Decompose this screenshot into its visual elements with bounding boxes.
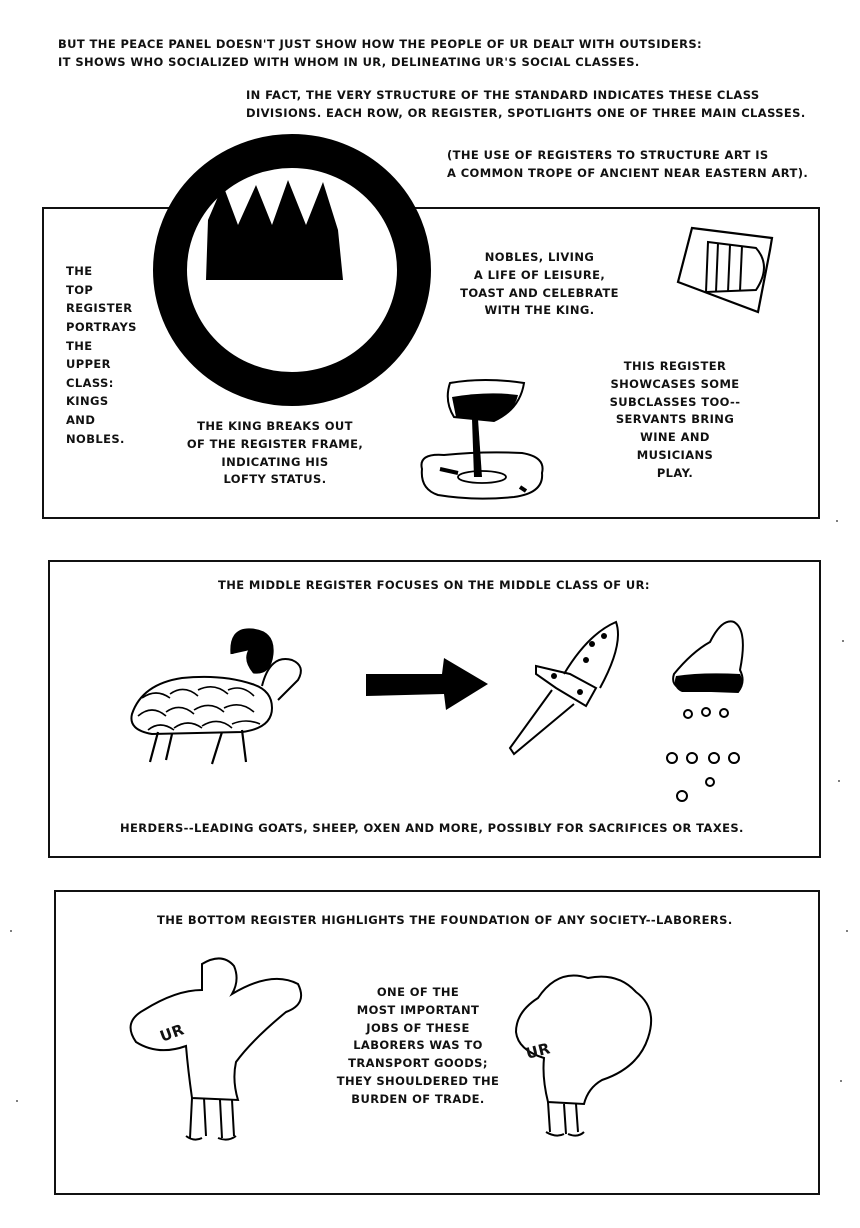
top-register-left-caption (66, 262, 137, 448)
paper-speck (842, 640, 844, 642)
caption-line: UPPER (66, 357, 111, 372)
caption-line: PORTRAYS (66, 319, 137, 334)
king-caption (180, 418, 370, 489)
structure-line: IN FACT, THE VERY STRUCTURE OF THE STANDARD INDICATES THESE CLASS (246, 88, 760, 102)
paper-speck (836, 520, 838, 522)
bottom-register-header: THE BOTTOM REGISTER HIGHLIGHTS THE FOUNDATION OF ANY SOCIETY--LABORERS. (157, 913, 733, 927)
caption-line: PLAY. (656, 465, 694, 480)
caption-line: MUSICIANS (636, 448, 714, 463)
caption-line: SERVANTS BRING (615, 412, 735, 427)
caption-line: WINE AND (640, 430, 710, 445)
caption-line: NOBLES. (66, 431, 125, 446)
caption-line: SUBCLASSES TOO-- (609, 394, 741, 409)
trope-line: (THE USE OF REGISTERS TO STRUCTURE ART IS (447, 148, 769, 162)
caption-line: KINGS (66, 394, 109, 409)
structure-text (246, 87, 806, 123)
trope-text (447, 147, 808, 183)
goblet-icon (414, 373, 554, 505)
caption-line: CLASS: (66, 375, 114, 390)
bottom-register-caption (318, 984, 518, 1109)
arrow-right-icon (364, 656, 494, 712)
subclass-caption (600, 358, 750, 483)
structure-line: DIVISIONS. EACH ROW, OR REGISTER, SPOTLIGHTS ONE OF THREE MAIN CLASSES. (246, 105, 806, 120)
middle-register-header: THE MIDDLE REGISTER FOCUSES ON THE MIDDLE CLASS OF UR: (218, 578, 650, 592)
caption-line: JOBS OF THESE (366, 1020, 470, 1035)
caption-line: LOFTY STATUS. (223, 472, 327, 487)
caption-line: ONE OF THE (376, 985, 460, 999)
caption-line: TOP (66, 282, 94, 297)
paper-speck (838, 780, 840, 782)
caption-line: THIS REGISTER (623, 359, 727, 373)
crown-medallion-icon (148, 130, 438, 415)
intro-text (58, 36, 702, 72)
ram-icon (122, 624, 312, 774)
caption-line: A LIFE OF LEISURE, (473, 267, 606, 282)
paper-speck (840, 1080, 842, 1082)
dagger-icon (500, 614, 630, 764)
caption-line: THEY SHOULDERED THE (336, 1074, 500, 1089)
caption-line: TOAST AND CELEBRATE (460, 285, 619, 300)
caption-line: INDICATING HIS (221, 454, 329, 469)
caption-line: WITH THE KING. (484, 303, 595, 318)
paper-speck (10, 930, 12, 932)
nobles-caption (452, 249, 627, 320)
caption-line: NOBLES, LIVING (484, 250, 595, 264)
trope-line: A COMMON TROPE OF ANCIENT NEAR EASTERN ART). (447, 165, 809, 180)
caption-line: TRANSPORT GOODS; (348, 1056, 488, 1071)
caption-line: REGISTER (66, 301, 133, 316)
middle-register-footer: HERDERS--LEADING GOATS, SHEEP, OXEN AND MORE, POSSIBLY FOR SACRIFICES OR TAXES. (120, 821, 744, 835)
paper-speck (16, 1100, 18, 1102)
caption-line: THE (66, 338, 93, 353)
caption-line: OF THE REGISTER FRAME, (186, 436, 364, 451)
sack-label-right: UR (524, 1039, 553, 1063)
caption-line: THE (66, 264, 93, 278)
caption-line: LABORERS WAS TO (353, 1038, 483, 1053)
lyre-icon (672, 220, 782, 320)
laborer-icon (122, 950, 312, 1150)
caption-line: AND (66, 413, 96, 427)
intro-line: BUT THE PEACE PANEL DOESN'T JUST SHOW HOW THE PEOPLE OF UR DEALT WITH OUTSIDERS: (58, 37, 703, 51)
caption-line: BURDEN OF TRADE. (351, 1091, 485, 1106)
caption-line: MOST IMPORTANT (356, 1002, 480, 1017)
paper-speck (846, 930, 848, 932)
intro-line: IT SHOWS WHO SOCIALIZED WITH WHOM IN UR, DELINEATING UR'S SOCIAL CLASSES. (58, 54, 640, 69)
helmet-icon (662, 612, 762, 812)
caption-line: SHOWCASES SOME (610, 376, 740, 391)
caption-line: THE KING BREAKS OUT (197, 419, 353, 433)
sack-label-left: UR (157, 1020, 187, 1046)
